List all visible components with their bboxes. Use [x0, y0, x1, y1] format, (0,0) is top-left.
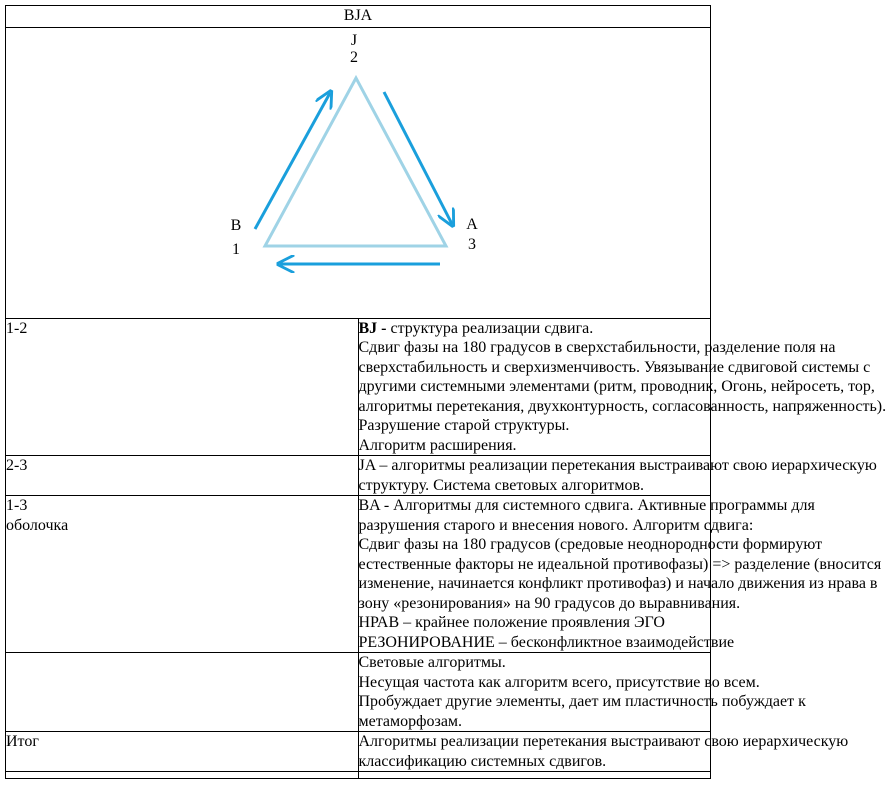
triangle-diagram — [6, 28, 710, 312]
description-line: Несущая частота как алгоритм всего, присутствие во всем. — [358, 673, 760, 691]
table-row — [6, 653, 711, 732]
row-key — [6, 653, 359, 732]
table-row — [6, 318, 711, 456]
description-line: алгоритмы перетекания, двухконтурность, согласованность, напряженность). — [358, 397, 886, 415]
description-line: Алгоритм расширения. — [358, 436, 517, 454]
vertex-left-number: 1 — [232, 241, 240, 258]
row-key — [6, 772, 359, 779]
vertex-top-number: 2 — [350, 49, 358, 66]
description-line: зону «резонирования» на 90 градусов до выравнивания. — [358, 594, 741, 612]
description-line: Световые алгоритмы. — [358, 654, 506, 671]
description-line: Пробуждает другие элементы, дает им пластичность побуждает к — [358, 693, 806, 710]
description-line: естественные факторы не идеальной противофазы) => разделение (вносится — [358, 555, 882, 573]
vertex-left-letter: B — [230, 217, 242, 234]
description-line: РЕЗОНИРОВАНИЕ – бесконфликтное взаимодействие — [358, 633, 735, 651]
description-line: классификацию системных сдвигов. — [358, 752, 607, 770]
description-line: изменение, начинается конфликт противофаз) и начало движения из нрава в — [358, 575, 878, 592]
description-line: BA - Алгоритмы для системного сдвига. Активные программы для — [358, 497, 815, 514]
arrow-b-to-j — [255, 93, 330, 229]
row-description — [358, 732, 849, 772]
vertex-top-letter: J — [350, 32, 358, 49]
description-line: Алгоритмы реализации перетекания выстраивают свою иерархическую — [358, 733, 849, 750]
description-line: НРАВ – крайнее положение проявления ЭГО — [358, 614, 665, 631]
description-line: Сдвиг фазы на 180 градусов (средовые неоднородности формируют — [358, 536, 823, 553]
description-line: Сдвиг фазы на 180 градусов в сверхстабильности, разделение поля на — [358, 339, 836, 356]
description-line: BJ - структура реализации сдвига. — [358, 319, 594, 337]
vertex-right-number: 3 — [468, 236, 476, 253]
vertex-right-letter: A — [466, 216, 478, 233]
description-line: структуру. Система световых алгоритмов. — [358, 476, 645, 494]
title-row — [6, 6, 711, 28]
row-description — [358, 653, 806, 732]
document-table — [5, 5, 886, 779]
table-title: BJA — [6, 6, 711, 28]
table-row-empty — [6, 772, 711, 779]
row-description — [358, 496, 882, 653]
diagram-cell — [6, 28, 711, 319]
row-lead: BJ - — [358, 319, 391, 337]
description-line: Разрушение старой структуры. — [358, 417, 570, 434]
diagram-row — [6, 28, 711, 319]
row-key: 1-3 оболочка — [6, 496, 359, 653]
row-description — [358, 772, 711, 779]
row-description — [358, 456, 877, 496]
description-line: JA – алгоритмы реализации перетекания выстраивают свою иерархическую — [358, 457, 877, 474]
description-line: разрушения старого и внесения нового. Алгоритм сдвига: — [358, 516, 754, 534]
table-row — [6, 496, 711, 653]
row-key: 2-3 — [6, 456, 359, 496]
arrow-j-to-a — [384, 92, 452, 224]
description-line: другими системными элементами (ритм, проводник, Огонь, нейросеть, тор, — [358, 378, 875, 395]
description-line: сверхстабильность и сверхизменчивость. Увязывание сдвиговой системы с — [358, 358, 871, 376]
row-description — [358, 318, 886, 456]
table-row — [6, 456, 711, 496]
table-row — [6, 732, 711, 772]
row-key: Итог — [6, 732, 359, 772]
description-line: метаморфозам. — [358, 712, 463, 730]
row-key: 1-2 — [6, 318, 359, 456]
